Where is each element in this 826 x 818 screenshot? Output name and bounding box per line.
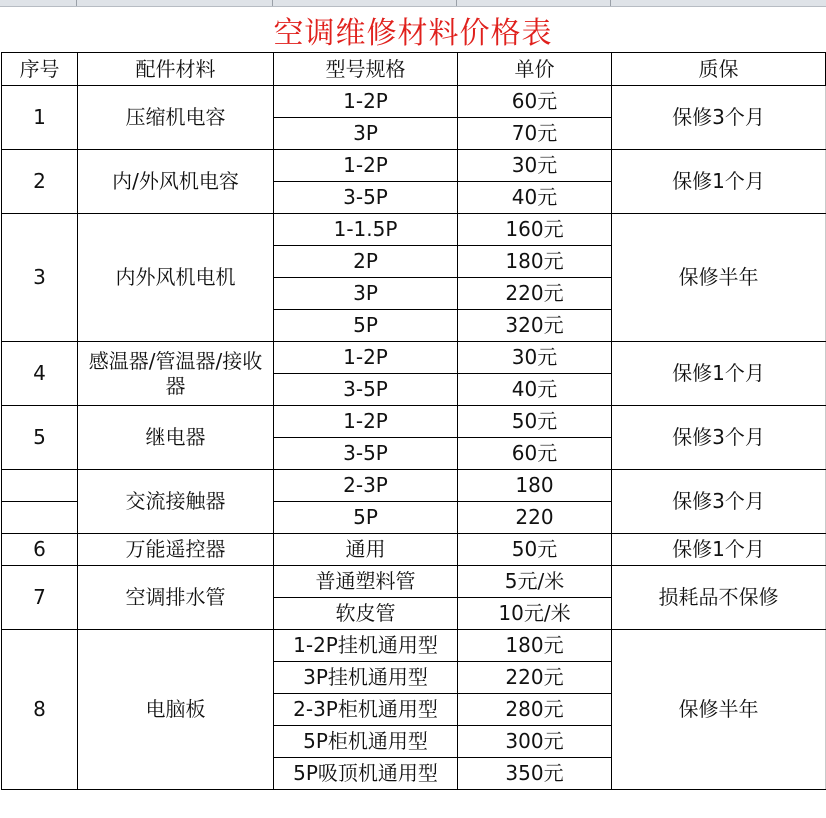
header-cell-warranty: 质保 [612, 53, 826, 86]
model-spec-cell: 3P挂机通用型 [274, 662, 458, 694]
unit-price-cell: 30元 [458, 342, 612, 374]
serial-number-cell: 4 [2, 342, 78, 406]
unit-price-cell: 50元 [458, 406, 612, 438]
model-spec-cell: 1-2P [274, 150, 458, 182]
unit-price-cell: 30元 [458, 150, 612, 182]
serial-number-cell: 1 [2, 86, 78, 150]
model-spec-cell: 1-2P挂机通用型 [274, 630, 458, 662]
table-row [2, 150, 826, 182]
serial-number-cell: 3 [2, 214, 78, 342]
warranty-cell: 保修3个月 [612, 86, 826, 150]
serial-number-cell: 5 [2, 406, 78, 470]
model-spec-cell: 3-5P [274, 438, 458, 470]
table-row [2, 214, 826, 246]
warranty-cell: 保修半年 [612, 214, 826, 342]
warranty-cell: 保修3个月 [612, 406, 826, 470]
part-name-cell: 感温器/管温器/接收器 [78, 342, 274, 406]
unit-price-cell: 220元 [458, 662, 612, 694]
price-table-body [2, 53, 826, 790]
table-row [2, 630, 826, 662]
unit-price-cell: 180 [458, 470, 612, 502]
table-row [2, 534, 826, 566]
part-name-cell: 万能遥控器 [78, 534, 274, 566]
table-row [2, 86, 826, 118]
serial-number-cell [2, 502, 78, 534]
part-name-cell: 交流接触器 [78, 470, 274, 534]
model-spec-cell: 3-5P [274, 182, 458, 214]
model-spec-cell: 1-2P [274, 406, 458, 438]
model-spec-cell: 3P [274, 118, 458, 150]
unit-price-cell: 160元 [458, 214, 612, 246]
unit-price-cell: 320元 [458, 310, 612, 342]
model-spec-cell: 普通塑料管 [274, 566, 458, 598]
model-spec-cell: 5P [274, 502, 458, 534]
model-spec-cell: 1-1.5P [274, 214, 458, 246]
header-cell-part: 配件材料 [78, 53, 274, 86]
warranty-cell: 保修1个月 [612, 342, 826, 406]
model-spec-cell: 1-2P [274, 342, 458, 374]
unit-price-cell: 70元 [458, 118, 612, 150]
unit-price-cell: 60元 [458, 86, 612, 118]
model-spec-cell: 5P柜机通用型 [274, 726, 458, 758]
spreadsheet-column-header-strip [0, 0, 826, 7]
model-spec-cell: 3-5P [274, 374, 458, 406]
unit-price-cell: 220元 [458, 278, 612, 310]
warranty-cell: 保修半年 [612, 630, 826, 790]
table-row [2, 342, 826, 374]
table-row [2, 566, 826, 598]
warranty-cell: 保修1个月 [612, 150, 826, 214]
unit-price-cell: 60元 [458, 438, 612, 470]
unit-price-cell: 50元 [458, 534, 612, 566]
unit-price-cell: 180元 [458, 630, 612, 662]
header-cell-model: 型号规格 [274, 53, 458, 86]
header-row [2, 53, 826, 86]
unit-price-cell: 350元 [458, 758, 612, 790]
unit-price-cell: 10元/米 [458, 598, 612, 630]
model-spec-cell: 2P [274, 246, 458, 278]
serial-number-cell: 2 [2, 150, 78, 214]
serial-number-cell: 6 [2, 534, 78, 566]
part-name-cell: 内/外风机电容 [78, 150, 274, 214]
model-spec-cell: 2-3P柜机通用型 [274, 694, 458, 726]
price-table [1, 52, 826, 790]
header-cell-price: 单价 [458, 53, 612, 86]
serial-number-cell [2, 470, 78, 502]
unit-price-cell: 300元 [458, 726, 612, 758]
serial-number-cell: 8 [2, 630, 78, 790]
page-title: 空调维修材料价格表 [273, 15, 553, 51]
unit-price-cell: 40元 [458, 182, 612, 214]
warranty-cell: 损耗品不保修 [612, 566, 826, 630]
part-name-cell: 内外风机电机 [78, 214, 274, 342]
unit-price-cell: 40元 [458, 374, 612, 406]
serial-number-cell: 7 [2, 566, 78, 630]
unit-price-cell: 180元 [458, 246, 612, 278]
part-name-cell: 压缩机电容 [78, 86, 274, 150]
table-row [2, 470, 826, 502]
title-row [0, 7, 826, 52]
unit-price-cell: 280元 [458, 694, 612, 726]
unit-price-cell: 5元/米 [458, 566, 612, 598]
warranty-cell: 保修1个月 [612, 534, 826, 566]
model-spec-cell: 1-2P [274, 86, 458, 118]
table-row [2, 406, 826, 438]
part-name-cell: 空调排水管 [78, 566, 274, 630]
model-spec-cell: 5P吸顶机通用型 [274, 758, 458, 790]
model-spec-cell: 软皮管 [274, 598, 458, 630]
header-cell-no: 序号 [2, 53, 78, 86]
part-name-cell: 电脑板 [78, 630, 274, 790]
model-spec-cell: 3P [274, 278, 458, 310]
model-spec-cell: 2-3P [274, 470, 458, 502]
unit-price-cell: 220 [458, 502, 612, 534]
part-name-cell: 继电器 [78, 406, 274, 470]
model-spec-cell: 5P [274, 310, 458, 342]
warranty-cell: 保修3个月 [612, 470, 826, 534]
model-spec-cell: 通用 [274, 534, 458, 566]
